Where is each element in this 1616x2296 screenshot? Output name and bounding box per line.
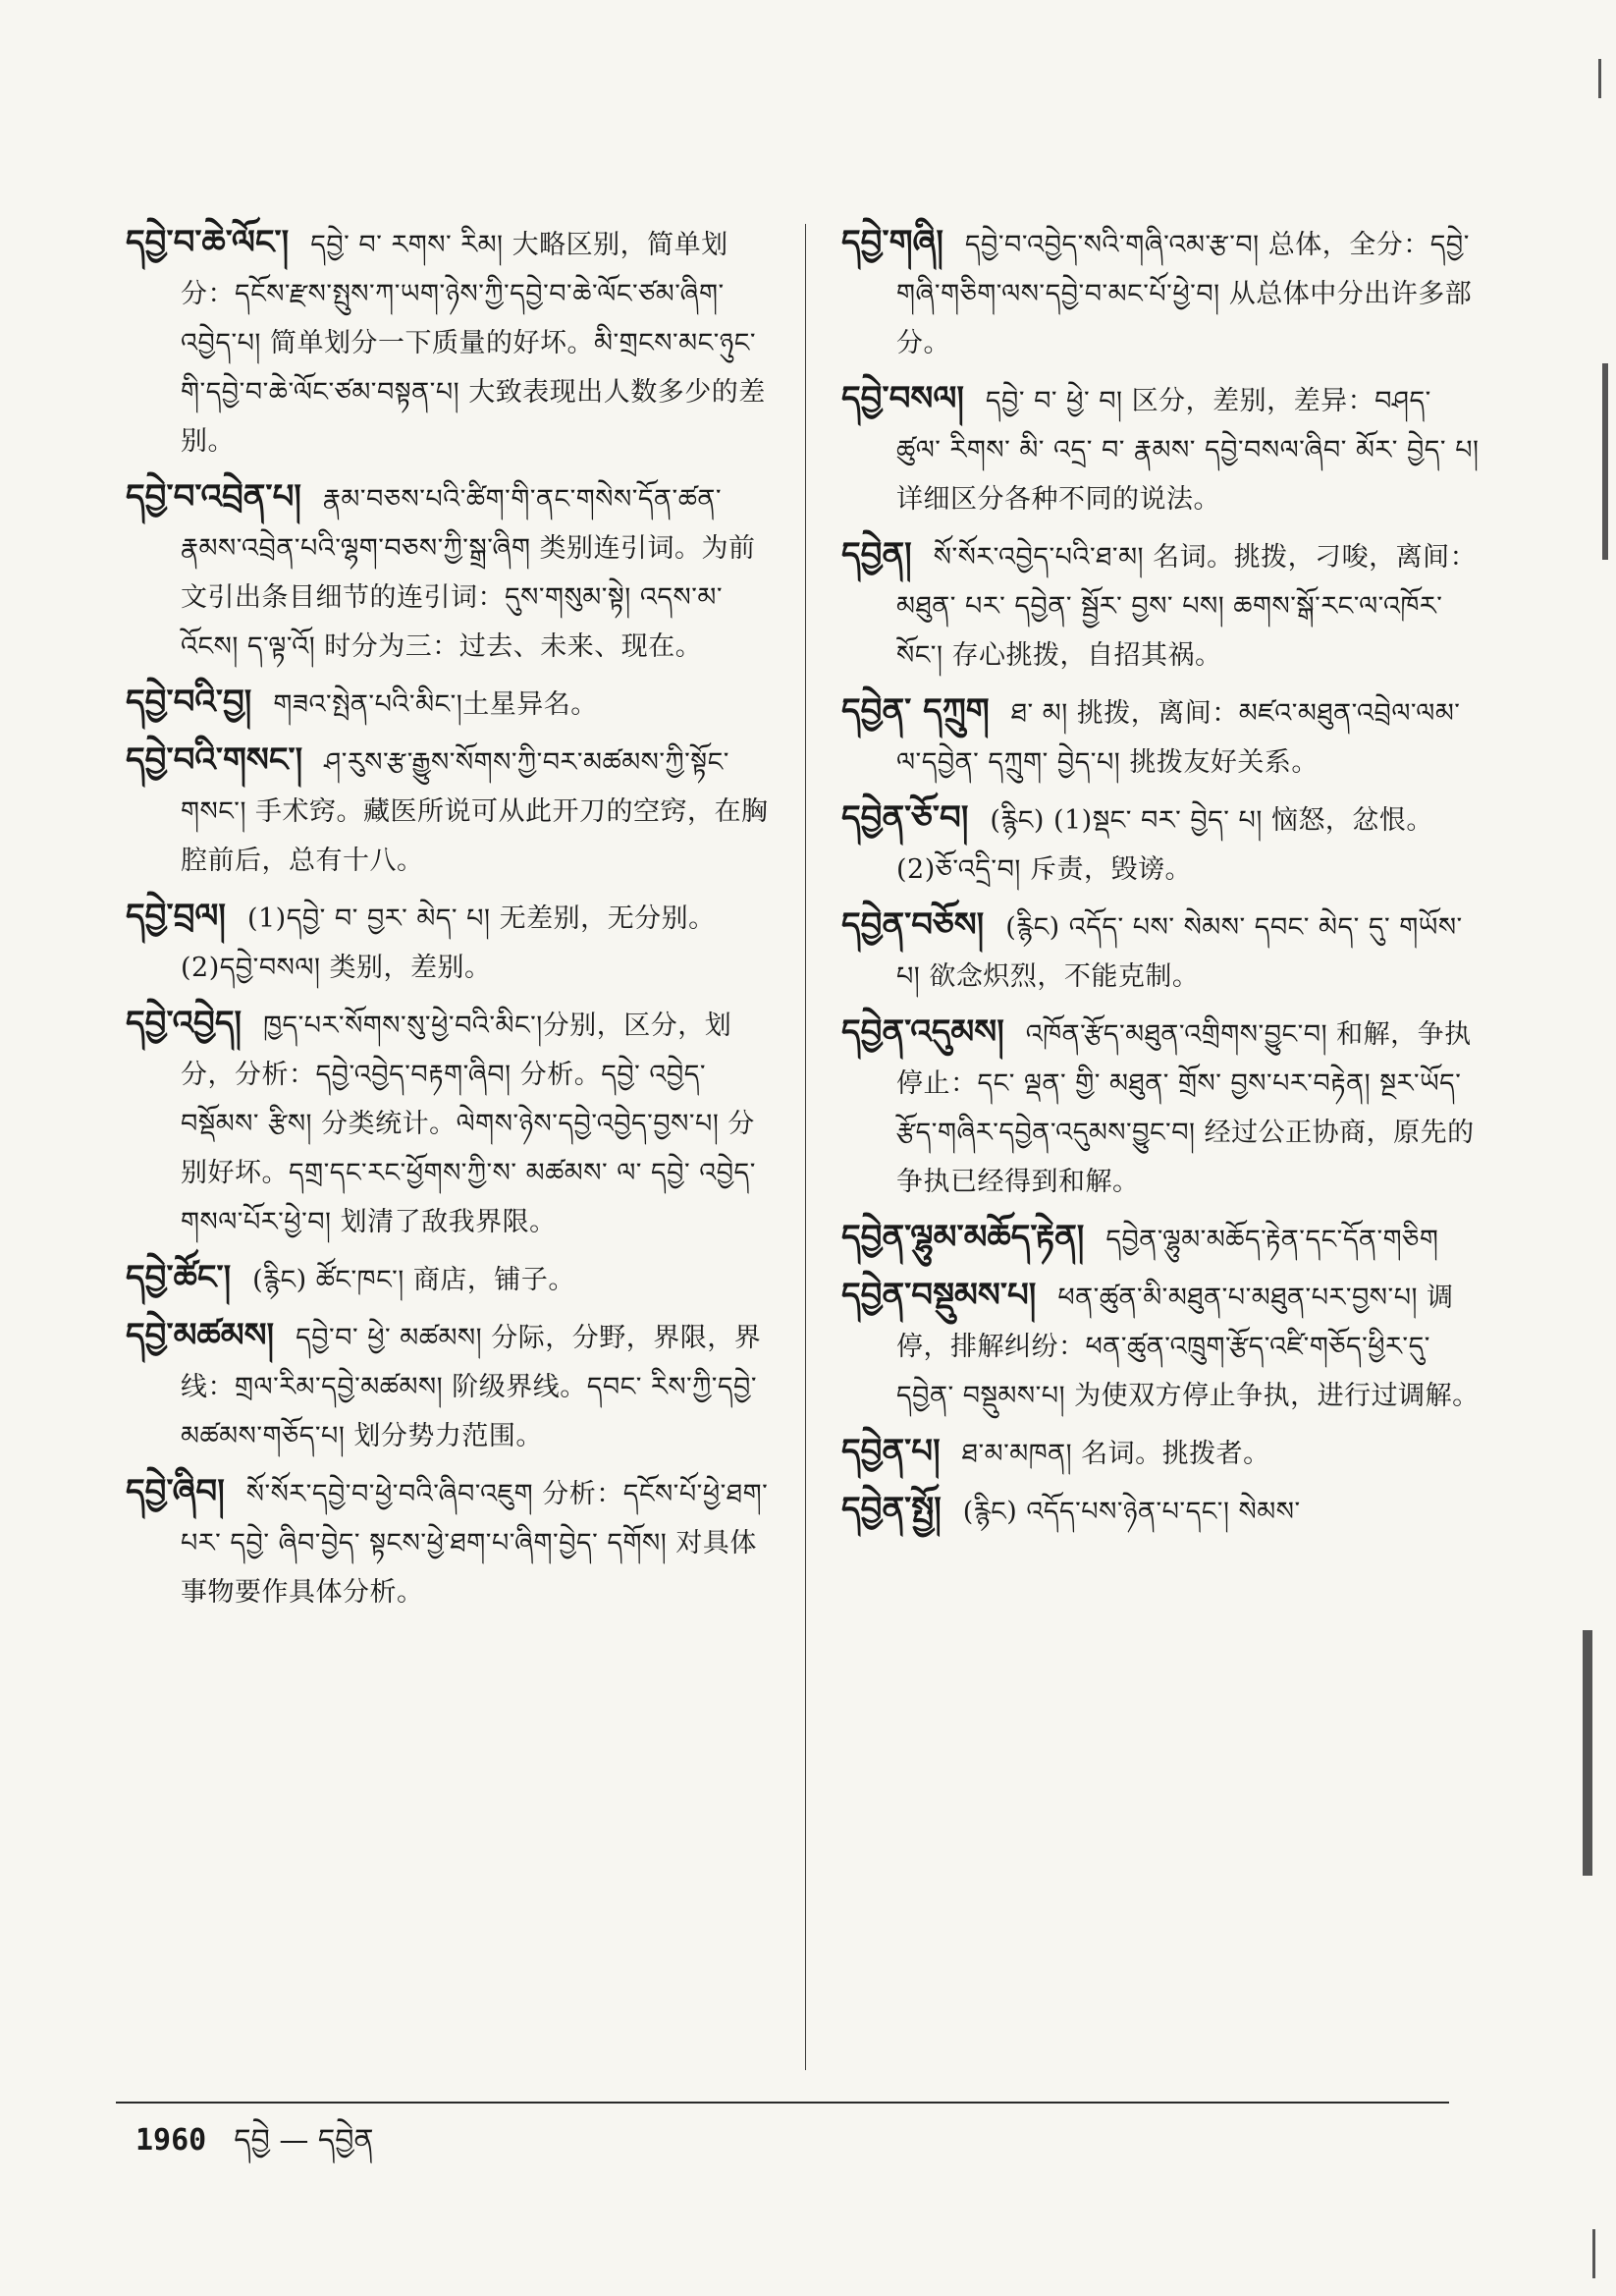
headword-range: དབྱེ — དབྱེན bbox=[234, 2123, 374, 2158]
headword: དབྱེ་གཞི། bbox=[841, 223, 943, 262]
headword: དབྱེ་མཚམས། bbox=[126, 1316, 275, 1355]
headword: དབྱེ་བ་འབྲེན་པ། bbox=[126, 477, 301, 517]
definition: (རྙིང) འདོད་པས་ཉེན་པ་དང་། སེམས་ bbox=[962, 1497, 1301, 1527]
dictionary-entry bbox=[126, 1467, 779, 1617]
dictionary-entry bbox=[841, 374, 1480, 524]
dictionary-entry bbox=[841, 793, 1480, 895]
dictionary-entry bbox=[126, 678, 779, 730]
definition: (རྙིང) འདོད་ པས་ སེམས་ དབང་ མེད་ དུ་ གཡོས་ པ། 欲念炽烈，不能克制。 bbox=[896, 912, 1463, 992]
headword: དབྱེན་བསྡུམས་པ། bbox=[841, 1276, 1037, 1315]
headword: དབྱེ་ཚོང་། bbox=[126, 1258, 232, 1297]
headword: དབྱེན་ཅོ་བ། bbox=[841, 798, 969, 838]
headword: དབྱེ་ཞིབ། bbox=[126, 1472, 225, 1511]
page-footer bbox=[135, 2111, 374, 2170]
dictionary-entry bbox=[841, 686, 1480, 788]
headword: དབྱེན་འདུམས། bbox=[841, 1012, 1004, 1052]
definition: དབྱེན་ལྷུམ་མཆོད་རྟེན་དང་དོན་གཅིག bbox=[1105, 1225, 1439, 1255]
dictionary-entry bbox=[841, 530, 1480, 681]
definition: (རྙིང) (1)སྡང་ བར་ བྱེད་ པ། 恼怒，忿恨。(2)ཅོ་འདྲི་བ། 斥责，毁谤。 bbox=[896, 805, 1433, 885]
edge-mark bbox=[1592, 2229, 1595, 2278]
definition: སོ་སོར་འབྱེད་པའི་ཐ་མ། 名词。挑拨，刁唆，离间：མཐུན་ པར་ དབྱེན་ སྦྱོར་ བྱས་ པས། ཆགས་སྒོ་རང་ལ་འཁོར་ སོང་། 存心挑拨，自招其祸。 bbox=[896, 542, 1478, 671]
headword: དབྱེན་ དཀྲུག bbox=[841, 691, 990, 731]
headword: དབྱེན་བཅོས། bbox=[841, 905, 985, 945]
dictionary-entry bbox=[126, 218, 779, 466]
dictionary-entry bbox=[126, 472, 779, 672]
headword: དབྱེ་བསལ། bbox=[841, 379, 964, 418]
definition: ཁྱད་པར་སོགས་སུ་ཕྱེ་བའི་མིང་།分别，区分，划分，分析：དབྱེ་འབྱེད་བརྟག་ཞིབ། 分析。དབྱེ་ འབྱེད་ བསྡོམས་ རྩིས། 分类统计。ལེགས་ཉེས་དབྱེ་འབྱེད་བྱས་པ། 分别好坏。དགྲ་དང་རང་ཕྱོགས་ཀྱི་ས་ མཚམས་ ལ་ དབྱེ་ འབྱེད་གསལ་པོར་ཕྱེ་བ། 划清了敌我界限。 bbox=[181, 1011, 756, 1237]
definition: དབྱེ་ བ་ རགས་ རིམ། 大略区别，简单划分：དངོས་རྫས་སྤུས་ཀ་ཡག་ཉེས་ཀྱི་དབྱེ་བ་ཆེ་ལོང་ཙམ་ཞིག་འབྱེད་པ། 简单划分一下质量的好坏。མི་གྲངས་མང་ཉུང་གི་དབྱེ་བ་ཆེ་ལོང་ཙམ་བསྟན་པ། 大致表现出人数多少的差别。 bbox=[181, 230, 766, 457]
definition: གཟའ་སྤེན་པའི་མིང་།土星异名。 bbox=[273, 689, 598, 720]
definition: ཕན་ཚུན་མི་མཐུན་པ་མཐུན་པར་བྱས་པ། 调停，排解纠纷：ཕན་ཚུན་འཁྲུག་རྩོད་འཛི་གཅོད་ཕྱིར་དུ་དབྱེན་ བསྡུམས་པ། 为使双方停止争执，进行过调解。 bbox=[896, 1283, 1480, 1411]
dictionary-entry bbox=[841, 1485, 1480, 1537]
dictionary-entry bbox=[841, 1213, 1480, 1265]
definition: དབྱེ་བ་འབྱེད་སའི་གཞི་འམ་རྩ་བ། 总体，全分：དབྱེ་ གཞི་གཅིག་ལས་དབྱེ་བ་མང་པོ་ཕྱེ་བ། 从总体中分出许多部分。 bbox=[896, 230, 1473, 358]
definition: དབྱེ་ བ་ ཕྱེ་ བ། 区分，差别，差异：བཤད་ ཚུལ་ རིགས་ མི་ འདྲ་ བ་ རྣམས་ དབྱེ་བསལ་ཞིབ་ མོར་ བྱེད་ པ། 详细区分各种不同的说法。 bbox=[896, 386, 1480, 515]
definition: ཐ་མ་མཁན། 名词。挑拨者。 bbox=[961, 1439, 1270, 1469]
headword: དབྱེ་བའི་གསང་། bbox=[126, 740, 303, 780]
dictionary-entry bbox=[841, 218, 1480, 368]
column-divider bbox=[805, 224, 806, 2070]
dictionary-entry bbox=[126, 736, 779, 886]
dictionary-entry bbox=[841, 1427, 1480, 1479]
dictionary-entry bbox=[841, 1008, 1480, 1207]
dictionary-entry bbox=[126, 892, 779, 993]
headword: དབྱེ་འབྱེད། bbox=[126, 1004, 242, 1043]
headword: དབྱེན་པ། bbox=[841, 1432, 941, 1471]
right-column bbox=[841, 218, 1480, 1543]
dictionary-entry bbox=[126, 1311, 779, 1461]
headword: དབྱེ་བའི་བྱ། bbox=[126, 683, 252, 722]
definition: (རྙིང) ཚོང་ཁང་། 商店，铺子。 bbox=[252, 1265, 575, 1295]
definition: དབྱེ་བ་ ཕྱེ་ མཚམས། 分际，分野，界限，界线：གྲལ་རིམ་དབྱེ་མཚམས། 阶级界线。དབང་ རིས་ཀྱི་དབྱེ་མཚམས་གཅོད་པ། 划分势力范围。 bbox=[181, 1323, 762, 1451]
dictionary-entry bbox=[841, 1271, 1480, 1421]
dictionary-entry bbox=[126, 999, 779, 1247]
headword: དབྱེན་སྤྱོ། bbox=[841, 1490, 942, 1529]
headword: དབྱེ་བྲལ། bbox=[126, 897, 226, 936]
left-column bbox=[126, 218, 779, 1623]
definition: སོ་སོར་དབྱེ་བ་ཕྱེ་བའི་ཞིབ་འཇུག 分析：དངོས་པོ་ཕྱེ་ཐག་ པར་ དབྱེ་ ཞིབ་བྱེད་ སྟངས་ཕྱེ་ཐག་པ་ཞིག་བྱེད་ དགོས། 对具体事物要作具体分析。 bbox=[181, 1479, 769, 1608]
definition: (1)དབྱེ་ བ་ བྱར་ མེད་ པ། 无差别，无分别。(2)དབྱེ་བསལ། 类别，差别。 bbox=[181, 903, 716, 983]
footer-rule bbox=[116, 2102, 1449, 2104]
definition: རྣམ་བཅས་པའི་ཚིག་གི་ནང་གསེས་དོན་ཚན་རྣམས་འབྲེན་པའི་ལྷག་བཅས་ཀྱི་སྒྲ་ཞིག 类别连引词。为前文引出条目细节的连引词：དུས་གསུམ་སྟེ། འདས་མ་འོངས། ད་ལྟ་འོ། 时分为三：过去、未来、现在。 bbox=[181, 484, 756, 662]
definition: འཁོན་རྩོད་མཐུན་འགྲིགས་བྱུང་བ། 和解，争执停止：དང་ ལྡན་ གྱི་ མཐུན་ གྲོས་ བྱས་པར་བརྟེན། སྔར་ཡོད་རྩོད་གཞིར་དབྱེན་འདུམས་བྱུང་བ། 经过公正协商，原先的争执已经得到和解。 bbox=[896, 1019, 1475, 1197]
edge-mark bbox=[1583, 1630, 1592, 1876]
headword: དབྱེན། bbox=[841, 535, 912, 574]
page-number: 1960 bbox=[135, 2123, 207, 2158]
headword: དབྱེ་བ་ཆེ་ལོང་། bbox=[126, 223, 290, 262]
dictionary-entry bbox=[126, 1253, 779, 1305]
definition: ཐ་ མ། 挑拨，离间：མཛའ་མཐུན་འབྲེལ་ལམ་ལ་དབྱེན་ དཀྲུག་ བྱེད་པ། 挑拨友好关系。 bbox=[896, 698, 1461, 778]
dictionary-entry bbox=[841, 901, 1480, 1002]
edge-mark bbox=[1602, 363, 1608, 560]
definition: ཤ་རུས་རྩ་རྒྱུས་སོགས་ཀྱི་བར་མཚམས་ཀྱི་སྟོང་གསང་། 手术窍。藏医所说可从此开刀的空窍，在胸腔前后，总有十八。 bbox=[181, 747, 769, 876]
headword: དབྱེན་ལྷུམ་མཆོད་རྟེན། bbox=[841, 1218, 1085, 1257]
edge-mark bbox=[1598, 59, 1601, 98]
